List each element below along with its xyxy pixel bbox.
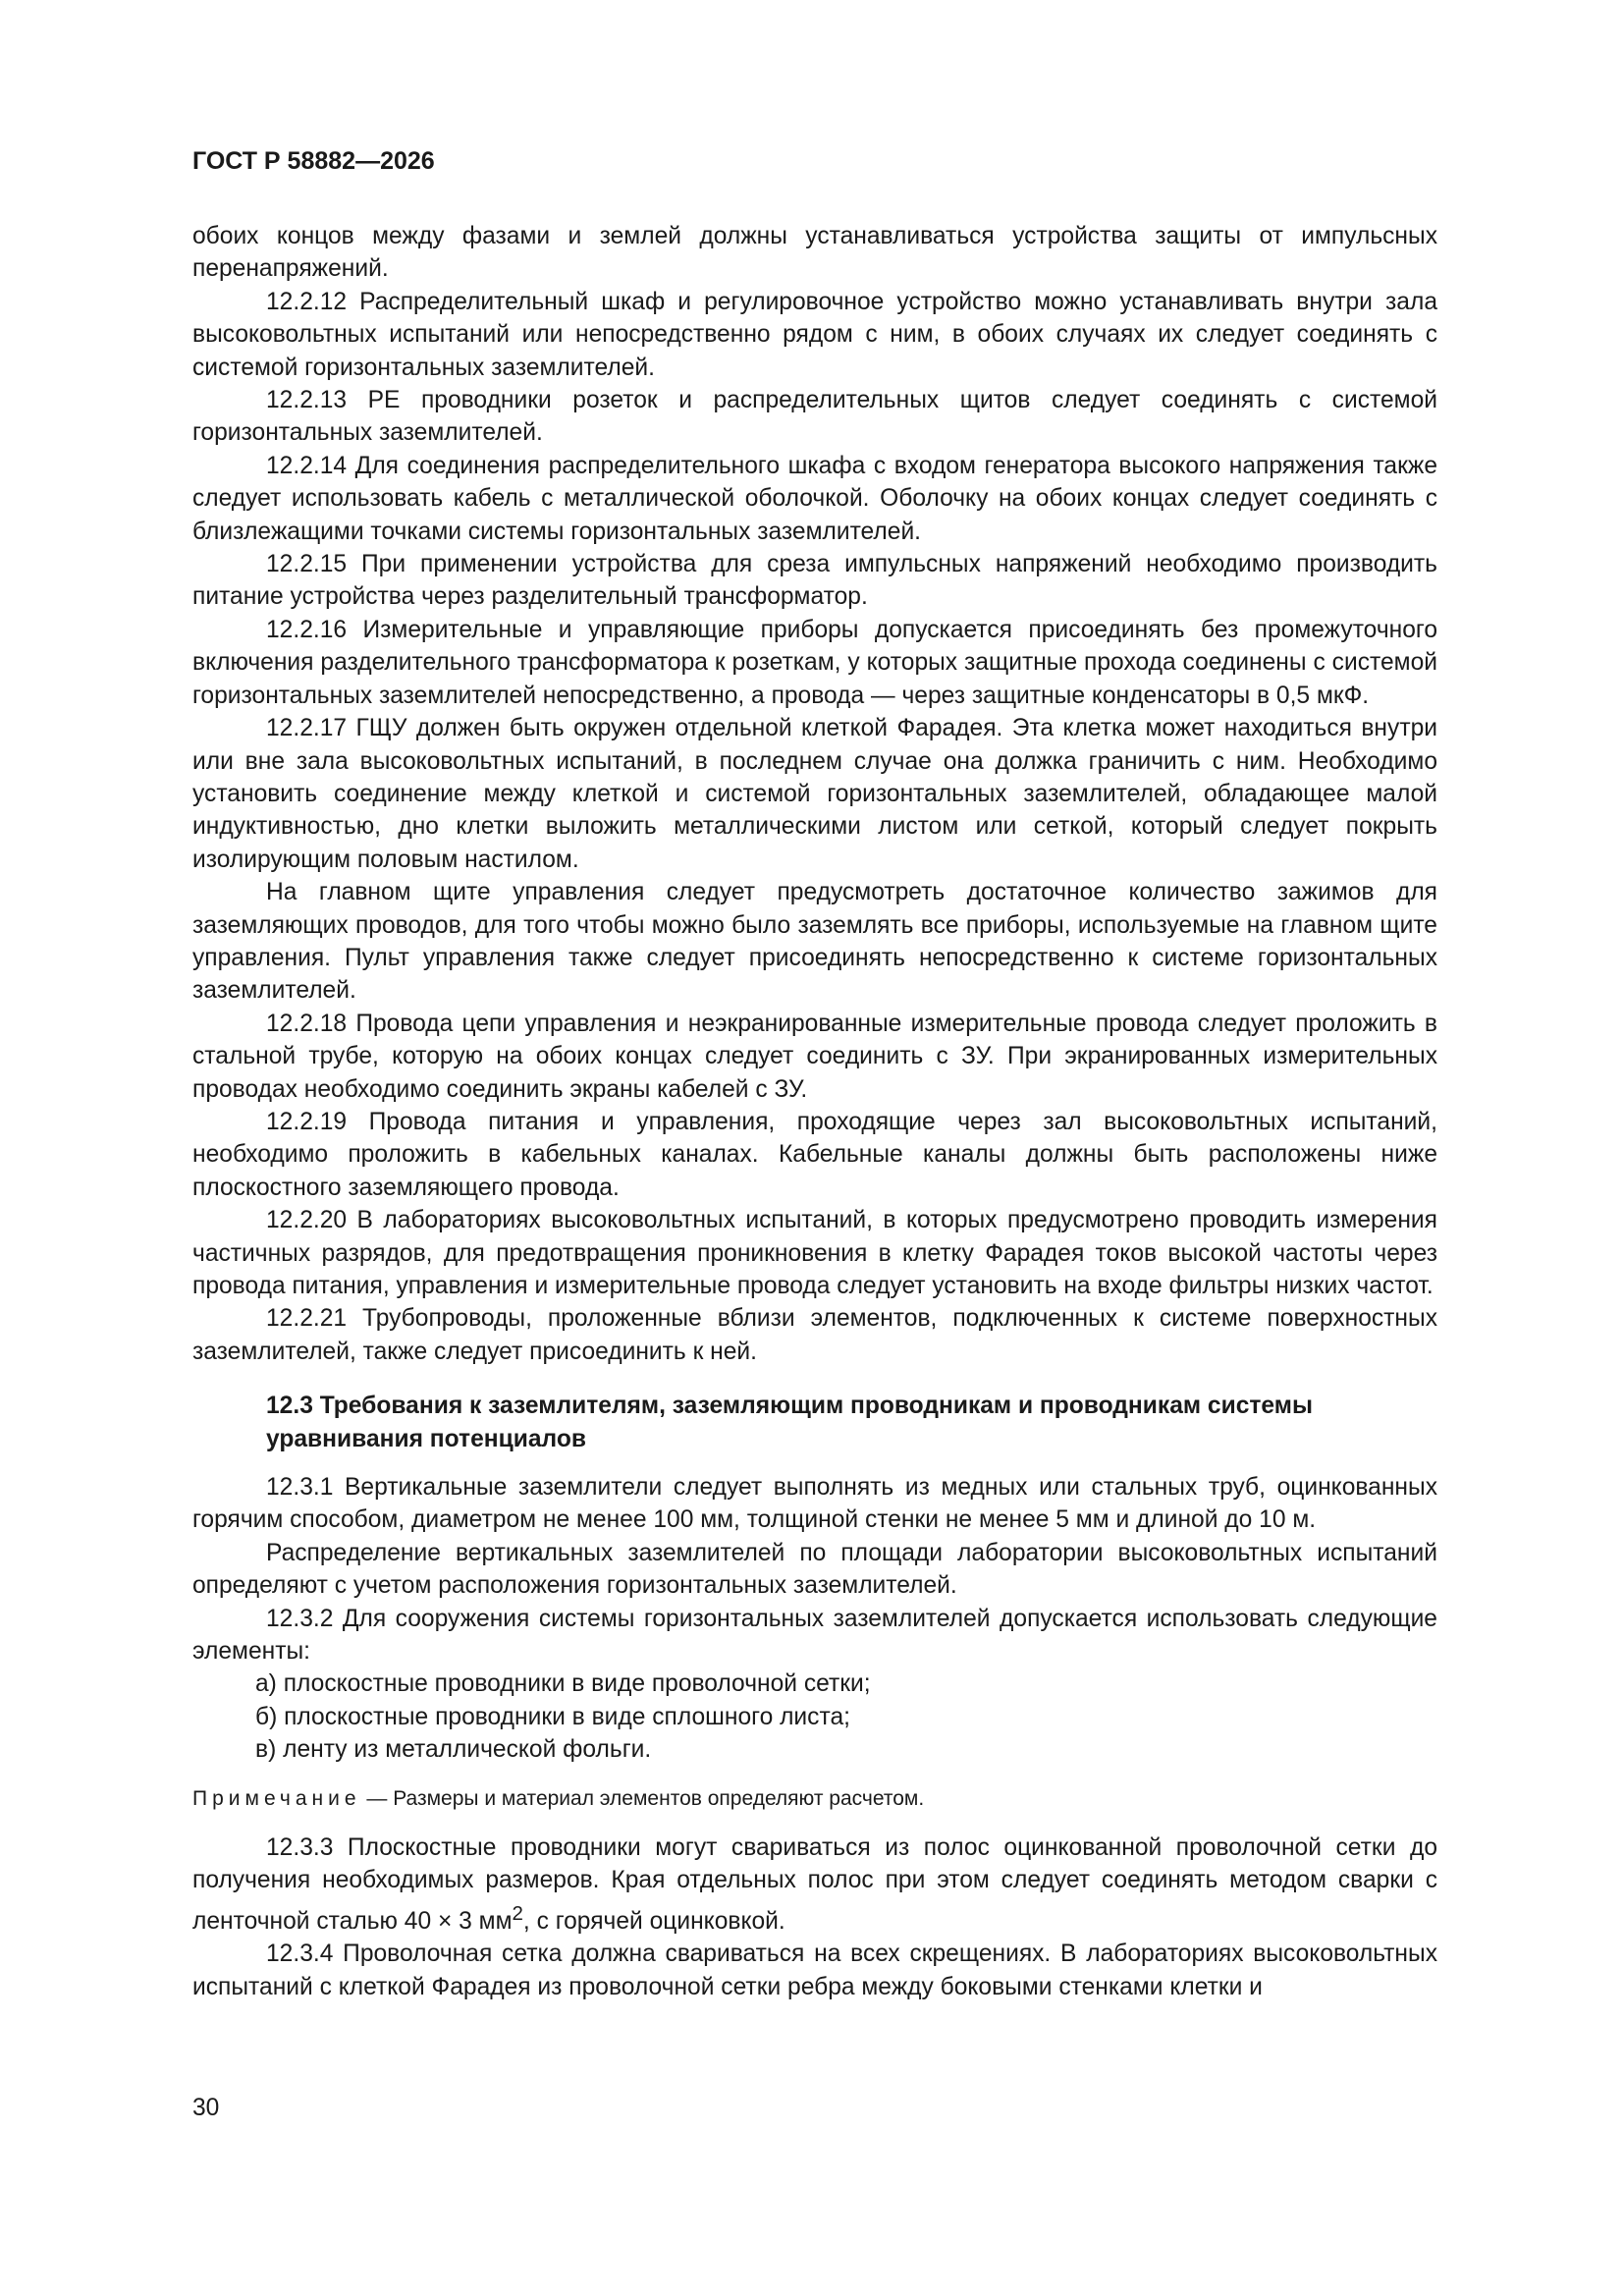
paragraph-12-2-16: 12.2.16 Измерительные и управляющие приборы допускается присоединять без промежуточного включения разделительного трансформатора к розеткам, у которых защитные прохода соединены с системой горизонтальных заземлителей непосредственно, а провода — через защитные конденсаторы в 0,5 мкФ. — [192, 616, 1437, 709]
list-item: а) плоскостные проводники в виде проволочной сетки; — [255, 1670, 871, 1698]
paragraph-12-3-3 — [192, 1831, 1437, 1938]
paragraph-text: , с горячей оцинковкой. — [522, 1907, 785, 1935]
paragraph-12-2-18: 12.2.18 Провода цепи управления и неэкранированные измерительные провода следует проложить в стальной трубе, которую на обоих концах следует соединить с ЗУ. При экранированных измерительных проводах необходимо соединить экраны кабелей с ЗУ. — [192, 1010, 1437, 1103]
paragraph-12-2-14: 12.2.14 Для соединения распределительного шкафа с входом генератора высокого напряжения также следует использовать кабель с металлической оболочкой. Оболочку на обоих концах следует соединять с близлежащими точками системы горизонтальных заземлителей. — [192, 452, 1437, 545]
paragraph-12-2-20: 12.2.20 В лабораториях высоковольтных испытаний, в которых предусмотрено проводить измерения частичных разрядов, для предотвращения проникновения в клетку Фарадея токов высокой частоты через провода питания, управления и измерительные провода следует установить на входе фильтры низких частот. — [192, 1207, 1437, 1299]
paragraph-text: 12.3.3 Плоскостные проводники могут свариваться из полос оцинкованной проволочной сетки до получения необходимых размеров. Края отдельных полос при этом следует соединять методом сварки с ленточной сталью 40 × 3 мм — [192, 1833, 1437, 1935]
paragraph-12-2-19: 12.2.19 Провода питания и управления, проходящие через зал высоковольтных испытаний, необходимо проложить в кабельных каналах. Кабельные каналы должны быть расположены ниже плоскостного заземляющего провода. — [192, 1108, 1437, 1201]
list-item: б) плоскостные проводники в виде сплошного листа; — [255, 1703, 850, 1730]
page-body — [192, 220, 1437, 2003]
paragraph-12-3-1: 12.3.1 Вертикальные заземлители следует выполнять из медных или стальных труб, оцинкованных горячим способом, диаметром не менее 100 мм, толщиной стенки не менее 5 мм и длиной до 10 м. — [192, 1474, 1437, 1534]
paragraph: обоих концов между фазами и землей должны устанавливаться устройства защиты от импульсных перенапряжений. — [192, 223, 1437, 283]
section-heading: 12.3 Требования к заземлителям, заземляющим проводникам и проводникам системы уравнивания потенциалов — [266, 1393, 1313, 1452]
note — [192, 1784, 1437, 1814]
paragraph-12-2-15: 12.2.15 При применении устройства для среза импульсных напряжений необходимо производить питание устройства через разделительный трансформатор. — [192, 551, 1437, 611]
paragraph-12-2-12: 12.2.12 Распределительный шкаф и регулировочное устройство можно устанавливать внутри зала высоковольтных испытаний или непосредственно рядом с ним, в обоих случаях их следует соединять с системой горизонтальных заземлителей. — [192, 288, 1437, 381]
paragraph-12-3-2: 12.3.2 Для сооружения системы горизонтальных заземлителей допускается использовать следующие элементы: — [192, 1605, 1437, 1666]
note-label: Примечание — [192, 1786, 361, 1810]
superscript: 2 — [512, 1901, 523, 1925]
list-item: в) ленту из металлической фольги. — [255, 1736, 652, 1764]
paragraph: Распределение вертикальных заземлителей по площади лаборатории высоковольтных испытаний определяют с учетом расположения горизонтальных заземлителей. — [192, 1539, 1437, 1600]
document-header: ГОСТ Р 58882—2026 — [192, 147, 435, 175]
page-number: 30 — [192, 2095, 220, 2121]
note-text: — Размеры и материал элементов определяют расчетом. — [360, 1786, 925, 1810]
paragraph-12-2-17: 12.2.17 ГЩУ должен быть окружен отдельной клеткой Фарадея. Эта клетка может находиться внутри или вне зала высоковольтных испытаний, в последнем случае она должка граничить с ним. Необходимо установить соединение между клеткой и системой горизонтальных заземлителей, обладающее малой индуктивностью, дно клетки выложить металлическими листом или сеткой, который следует покрыть изолирующим половым настилом. — [192, 715, 1437, 873]
paragraph: На главном щите управления следует предусмотреть достаточное количество зажимов для заземляющих проводов, для того чтобы можно было заземлять все приборы, используемые на главном щите управления. Пульт управления также следует присоединять непосредственно к системе горизонтальных заземлителей. — [192, 879, 1437, 1005]
paragraph-12-2-21: 12.2.21 Трубопроводы, проложенные вблизи элементов, подключенных к системе поверхностных заземлителей, также следует присоединить к ней. — [192, 1305, 1437, 1365]
paragraph-12-2-13: 12.2.13 PE проводники розеток и распределительных щитов следует соединять с системой горизонтальных заземлителей. — [192, 387, 1437, 447]
paragraph-12-3-4: 12.3.4 Проволочная сетка должна свариваться на всех скрещениях. В лабораториях высоковольтных испытаний с клеткой Фарадея из проволочной сетки ребра между боковыми стенками клетки и — [192, 1941, 1437, 2000]
